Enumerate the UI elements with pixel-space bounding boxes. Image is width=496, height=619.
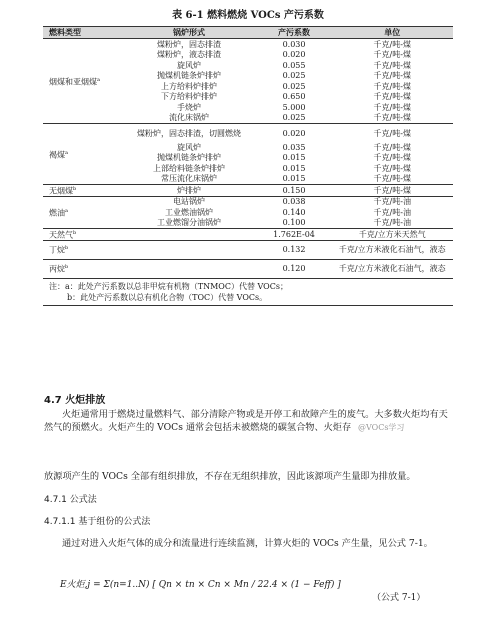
fuel-type-cell: [43, 185, 121, 197]
fuel-type-label: 褐煤: [49, 150, 65, 160]
fuel-note-marker: a: [65, 149, 68, 156]
table-caption: 表 6-1 燃料燃烧 VOCs 产污系数: [172, 10, 324, 21]
coef-cell: 0.038: [257, 196, 332, 207]
fuel-type-label: 无烟煤: [49, 186, 73, 196]
coef-cell: 0.650: [282, 92, 306, 102]
unit-cell: 千克/吨-煤: [373, 153, 411, 163]
fuel-type-cell: [43, 196, 121, 229]
fuel-type-label: 天然气: [49, 230, 73, 240]
coef-cell: 0.140: [282, 207, 306, 217]
boiler-type-cell: 煤粉炉，固态排渣: [121, 39, 256, 50]
fuel-type-cell: [43, 39, 121, 124]
coef-cell: 0.025: [282, 71, 306, 81]
unit-cell: 千克/吨-油: [373, 218, 411, 228]
note-b: b：此处产污系数以总有机化合物（TOC）代替 VOCs。: [67, 292, 268, 302]
boiler-type-cell: 手烧炉: [176, 102, 201, 112]
paragraph-flare: 火炬通常用于燃烧过量燃料气、部分清除产物或是开停工和故障产生的废气。大多数火炬均有天然气的预燃火。火炬产生的 VOCs 通常会包括未被燃烧的碳氢合物、火炬存: [44, 409, 448, 433]
unit-cell: 千克/吨-煤: [332, 124, 453, 143]
coef-cell: 1.762E-04: [257, 229, 332, 241]
fuel-type-label: 烟煤和亚烟煤: [49, 77, 97, 87]
unit-cell: 千克/吨-油: [373, 207, 411, 217]
coef-cell: 0.020: [257, 124, 332, 143]
table-row: [43, 196, 453, 207]
fuel-note-marker: b: [65, 245, 69, 252]
unit-cell: 千克/立方米液化石油气，液态: [332, 259, 453, 278]
coef-cell: 0.030: [257, 39, 332, 50]
boiler-type-cell: 工业燃油锅炉: [164, 207, 213, 217]
boiler-type-cell: 旋风炉: [176, 60, 201, 70]
coef-cell: 0.150: [257, 185, 332, 197]
coef-cell: 0.015: [282, 153, 306, 163]
col-header-boiler: 锅炉形式: [121, 27, 256, 39]
table-row: [43, 185, 453, 197]
col-header-coef: 产污系数: [257, 27, 332, 39]
coef-cell: 0.015: [282, 163, 306, 173]
paragraph-method: 通过对进入火炬气体的成分和流量进行连续监测，计算火炬的 VOCs 产生量，见公式 7-1。: [62, 538, 433, 549]
table-row: [43, 39, 453, 50]
boiler-type-cell: 旋风炉: [176, 142, 201, 152]
fuel-type-cell: [43, 124, 121, 185]
section-heading: 4.7 火炬排放: [44, 395, 106, 406]
coef-cell: 0.120: [257, 259, 332, 278]
table-row: [43, 229, 453, 241]
boiler-type-cell: 煤粉炉，固态排渣，切圆燃烧: [121, 124, 256, 143]
coef-cell: 0.132: [257, 240, 332, 259]
coef-cell: 0.100: [282, 218, 306, 228]
coef-cell: 5.000: [282, 102, 306, 112]
fuel-type-cell: [43, 240, 121, 259]
boiler-type-cell: [121, 229, 256, 241]
table-row: [43, 240, 453, 259]
formula-number: （公式 7-1）: [372, 593, 426, 603]
boiler-type-cell: 上部给料链条炉排炉: [152, 163, 225, 173]
unit-cell: 千克/吨-煤: [373, 163, 411, 173]
unit-cell: 千克/吨-煤: [373, 50, 411, 60]
boiler-type-cell: 煤粉炉，液态排渣: [156, 50, 221, 60]
table-row: [43, 259, 453, 278]
coef-cell: 0.025: [282, 81, 306, 91]
emission-factor-table: [43, 26, 453, 306]
table-notes: [43, 278, 453, 305]
boiler-type-cell: 工业燃馏分油锅炉: [156, 218, 221, 228]
unit-cell: 千克/吨-煤: [373, 142, 411, 152]
unit-cell: 千克/吨-煤: [332, 185, 453, 197]
unit-cell: 千克/立方米天然气: [332, 229, 453, 241]
unit-cell: 千克/立方米液化石油气，液态: [332, 240, 453, 259]
coef-cell: 0.020: [282, 50, 306, 60]
unit-cell: 千克/吨-煤: [373, 113, 411, 123]
unit-cell: 千克/吨-油: [332, 196, 453, 207]
fuel-type-cell: [43, 229, 121, 241]
fuel-note-marker: b: [73, 230, 77, 237]
note-a: 注：a：此处产污系数以总非甲烷有机物（TNMOC）代替 VOCs；: [49, 281, 288, 291]
formula-7-1: E火炬,j = Σ(n=1..N) [ Qn × tn × Cn × Mn / 22.4 × (1 − Feff) ]: [60, 580, 341, 590]
boiler-type-cell: 电站锅炉: [121, 196, 256, 207]
fuel-type-cell: [43, 259, 121, 278]
boiler-type-cell: 炉排炉: [121, 185, 256, 197]
unit-cell: 千克/吨-煤: [373, 174, 411, 184]
watermark: @VOCs学习: [358, 423, 405, 432]
unit-cell: 千克/吨-煤: [373, 81, 411, 91]
unit-cell: 千克/吨-煤: [373, 92, 411, 102]
fuel-note-marker: b: [65, 264, 69, 271]
subsection-heading: 4.7.1 公式法: [44, 495, 97, 505]
unit-cell: 千克/吨-煤: [373, 71, 411, 81]
unit-cell: 千克/吨-煤: [373, 60, 411, 70]
fuel-note-marker: a: [97, 76, 100, 83]
boiler-type-cell: 上方给料炉排炉: [160, 81, 217, 91]
boiler-type-cell: [121, 259, 256, 278]
coef-cell: 0.035: [282, 142, 306, 152]
col-header-unit: 单位: [332, 27, 453, 39]
boiler-type-cell: [121, 240, 256, 259]
boiler-type-cell: 抛煤机链条炉排炉: [156, 71, 221, 81]
paragraph-emission: 放源项产生的 VOCs 全部有组织排放，不存在无组织排放，因此该源项产生量即为排放量。: [44, 471, 416, 482]
boiler-type-cell: 抛煤机链条炉排炉: [156, 153, 221, 163]
fuel-note-marker: b: [73, 186, 77, 192]
table-row: [43, 124, 453, 143]
subsubsection-heading: 4.7.1.1 基于组份的公式法: [44, 517, 151, 527]
coef-cell: 0.055: [282, 60, 306, 70]
boiler-type-cell: 流化床锅炉: [168, 113, 209, 123]
fuel-type-label: 丁烷: [49, 246, 65, 256]
unit-cell: 千克/吨-煤: [332, 39, 453, 50]
col-header-fuel: 燃料类型: [43, 27, 121, 39]
fuel-note-marker: a: [65, 208, 68, 215]
boiler-type-cell: 下方给料炉排炉: [160, 92, 217, 102]
coef-cell: 0.015: [282, 174, 306, 184]
coef-cell: 0.025: [282, 113, 306, 123]
fuel-type-label: 丙烷: [49, 265, 65, 275]
fuel-type-label: 燃油: [49, 208, 65, 218]
unit-cell: 千克/吨-煤: [373, 102, 411, 112]
boiler-type-cell: 常压流化床锅炉: [160, 174, 217, 184]
